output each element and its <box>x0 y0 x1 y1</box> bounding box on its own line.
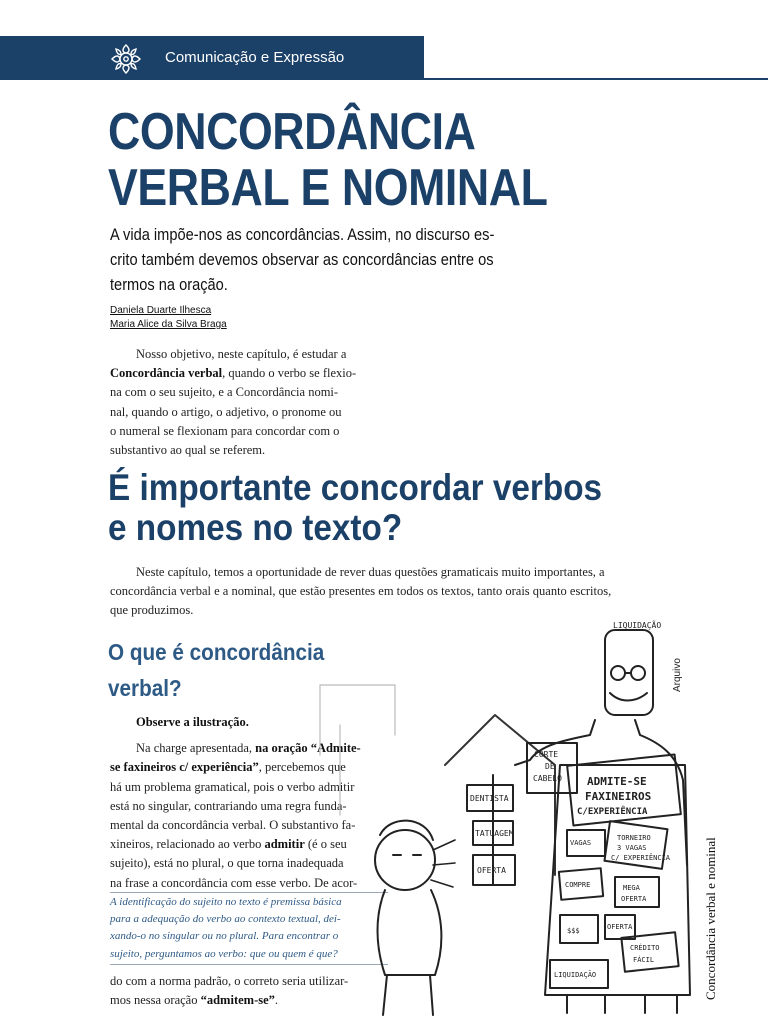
bold-term: Concordância verbal <box>110 366 223 381</box>
apron-label: C/ EXPERIÊNCIA <box>611 854 671 862</box>
text-span: (é o seu <box>304 837 347 852</box>
apron-label: OFERTA <box>607 923 633 931</box>
apron-label: FÁCIL <box>633 956 655 964</box>
heading-line: e nomes no texto? <box>108 507 403 548</box>
text-line: concordância verbal e a nominal, que estão presentes em todos os textos, tanto orais quanto escritos, <box>110 584 612 599</box>
apron-label: OFERTA <box>621 895 647 903</box>
text-line: está no singular, contrariando uma regra funda- <box>110 798 347 813</box>
main-sign-label: C/EXPERIÊNCIA <box>577 807 648 817</box>
title-line: VERBAL E NOMINAL <box>108 159 548 217</box>
text-span: mos nessa oração <box>110 993 201 1008</box>
intro-paragraph <box>110 345 384 460</box>
hat-label: LIQUIDAÇÃO <box>613 621 662 630</box>
corte-label: CABELO <box>533 774 562 783</box>
bold-term: se faxineiros c/ experiência” <box>110 760 259 775</box>
note-line: para a adequação do verbo ao contexto textual, dei- <box>110 913 341 926</box>
charge-illustration <box>305 615 700 1020</box>
note-line: A identificação do sujeito no texto é premissa básica <box>110 896 342 908</box>
apron-label: COMPRE <box>565 881 591 889</box>
small-sign-label: TATUAGEM <box>475 829 514 838</box>
lead-paragraph <box>110 222 557 297</box>
chapter-title <box>108 104 590 216</box>
text-line: sujeito), está no plural, o que torna inadequada <box>110 856 344 871</box>
text-line: Nosso objetivo, neste capítulo, é estudar a <box>136 347 347 361</box>
main-sign-label: ADMITE-SE <box>587 775 647 788</box>
apron-label: TORNEIRO <box>617 834 651 842</box>
apron-label: LIQUIDAÇÃO <box>554 971 597 979</box>
note-line: xando-o no singular ou no plural. Para encontrar o <box>110 930 339 943</box>
section-rule <box>424 78 768 80</box>
running-title: Concordância verbal e nominal <box>703 837 718 1000</box>
title-line: CONCORDÂNCIA <box>108 103 476 161</box>
text-line <box>110 364 384 383</box>
bold-term: na oração “Admite- <box>255 741 361 756</box>
text-line: nal, quando o artigo, o adjetivo, o pronome ou <box>110 404 342 419</box>
section-paragraph <box>110 563 690 621</box>
heading-line: É importante concordar verbos <box>108 467 603 508</box>
author-name[interactable]: Daniela Duarte Ilhesca <box>110 305 212 316</box>
heading-line: verbal? <box>108 675 182 701</box>
text-line: há um problema gramatical, pois o verbo admitir <box>110 779 355 794</box>
section-heading <box>108 468 602 548</box>
apron-label: $$$ <box>567 927 580 935</box>
text-line: na com o seu sujeito, e a Concordância nomi- <box>110 385 339 400</box>
main-sign-label: FAXINEIROS <box>585 790 652 803</box>
text-span: , percebemos que <box>258 760 346 775</box>
bold-term: “admitem-se” <box>200 993 275 1008</box>
note-line: sujeito, perguntamos ao verbo: que ou quem é que? <box>110 947 338 960</box>
image-credit: Arquivo <box>672 658 683 692</box>
small-sign-label: OFERTA <box>477 866 506 875</box>
lead-line: termos na oração. <box>110 275 228 294</box>
text-line: na frase a concordância com esse verbo. De acor- <box>110 875 358 890</box>
text-line: o numeral se flexionam para concordar com o <box>110 423 340 438</box>
text-line: substantivo ao qual se referem. <box>110 443 266 458</box>
apron-label: CRÉDITO <box>630 944 660 952</box>
apron-label: VAGAS <box>570 839 592 847</box>
text-line: do com a norma padrão, o correto seria utilizar- <box>110 974 349 988</box>
corte-label: CORTE <box>534 750 559 759</box>
text-span: , quando o verbo se flexio- <box>222 366 357 381</box>
lead-line: A vida impõe-nos as concordâncias. Assim, no discurso es- <box>110 225 495 244</box>
apron-label: MEGA <box>623 884 640 892</box>
lotus-emblem-icon <box>108 42 144 76</box>
lead-line: crito também devemos observar as concordâncias entre os <box>110 250 494 269</box>
text-line: que produzimos. <box>110 603 194 618</box>
author-name[interactable]: Maria Alice da Silva Braga <box>110 319 227 330</box>
text-span: xineiros, relacionado ao verbo <box>110 837 265 852</box>
text-span: Na charge apresentada, <box>136 741 256 756</box>
heading-line: O que é concordância <box>108 639 325 665</box>
observe-label: Observe a ilustração. <box>136 715 249 729</box>
text-line: mental da concordância verbal. O substantivo fa- <box>110 818 356 833</box>
text-span: . <box>274 993 279 1008</box>
section-title: Comunicação e Expressão <box>165 49 345 66</box>
small-sign-label: DENTISTA <box>470 794 509 803</box>
bold-term: admitir <box>264 837 305 852</box>
corte-label: DE <box>545 762 555 771</box>
text-line: Neste capítulo, temos a oportunidade de rever duas questões gramaticais muito importantes, a <box>136 565 605 579</box>
apron-label: 3 VAGAS <box>617 844 647 852</box>
subsection-heading <box>108 634 324 706</box>
authors <box>110 304 227 332</box>
